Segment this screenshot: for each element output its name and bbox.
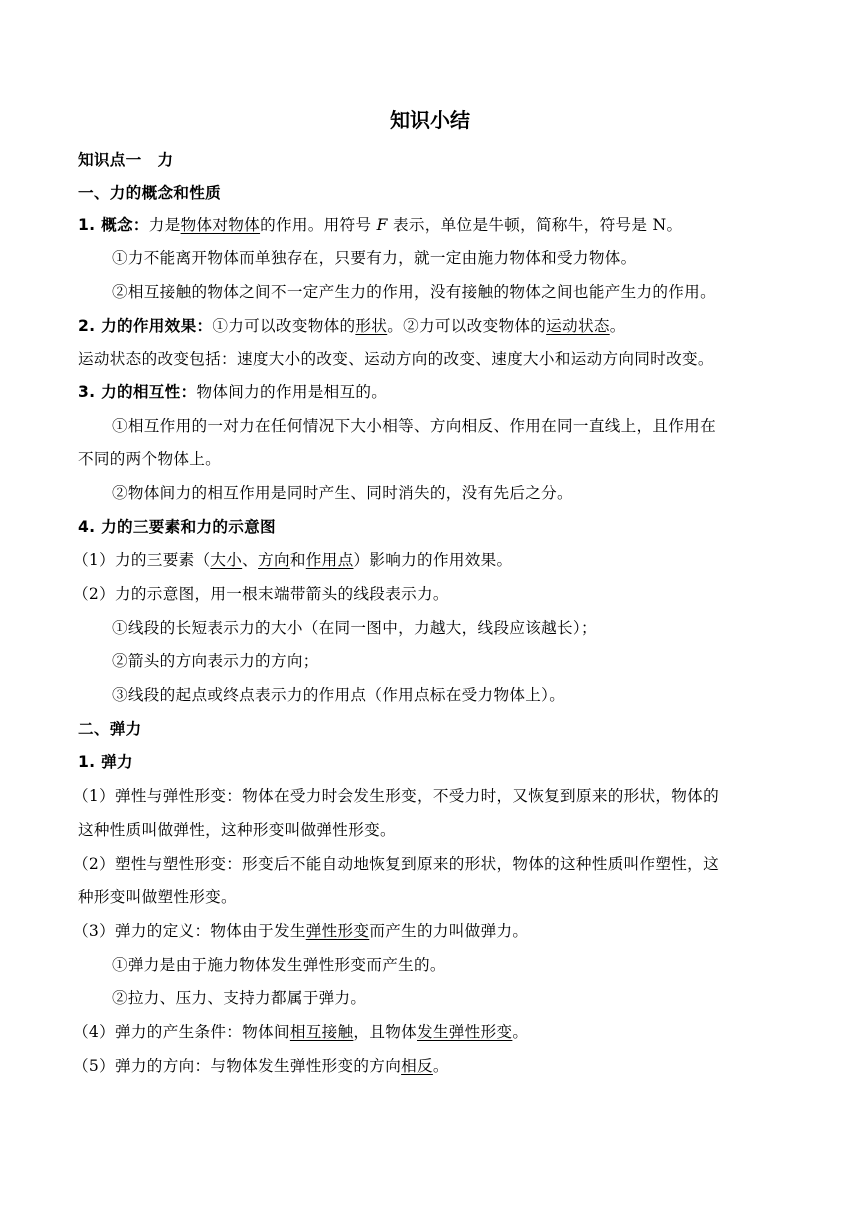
text: ①力可以改变物体的	[212, 317, 356, 335]
section-heading: 知识点一 力	[78, 151, 174, 169]
symbol: F	[376, 216, 388, 234]
text: 。	[609, 317, 626, 335]
item-label: 3. 力的相互性：	[78, 383, 197, 401]
text: 表示，单位是牛顿，简称牛，符号是 N。	[387, 216, 683, 234]
text: 、	[242, 551, 259, 569]
underlined-term: 发生弹性形变	[417, 1023, 513, 1041]
underlined-term: 方向	[258, 551, 290, 569]
underlined-term: 相反	[401, 1057, 433, 1075]
underlined-term: 物体对物体	[180, 216, 261, 234]
paragraph: ②拉力、压力、支持力都属于弹力。	[112, 989, 367, 1007]
text: ）影响力的作用效果。	[353, 551, 513, 569]
paragraph: （2）塑性与塑性形变：形变后不能自动地恢复到原来的形状，物体的这种性质叫作塑性，这	[73, 855, 719, 873]
paragraph	[73, 920, 800, 942]
paragraph	[73, 549, 800, 571]
underlined-term: 大小	[210, 551, 243, 569]
underlined-term: 作用点	[305, 551, 354, 569]
paragraph: 运动状态的改变包括：速度大小的改变、运动方向的改变、速度大小和运动方向同时改变。	[78, 350, 714, 368]
underlined-term: 形状	[355, 317, 388, 335]
text: 的作用。用符号	[260, 216, 377, 234]
section-heading: 4. 力的三要素和力的示意图	[78, 518, 276, 536]
text: （5）弹力的方向：与物体发生弹性形变的方向	[73, 1057, 402, 1075]
section-heading: 二、弹力	[78, 720, 142, 738]
text: 和	[289, 551, 306, 569]
text: 物体间力的作用是相互的。	[196, 383, 388, 401]
text: （4）弹力的产生条件：物体间	[73, 1023, 290, 1041]
paragraph: ①线段的长短表示力的大小（在同一图中，力越大，线段应该越长）；	[112, 619, 597, 637]
paragraph: （2）力的示意图，用一根末端带箭头的线段表示力。	[73, 585, 449, 603]
paragraph	[73, 1055, 800, 1077]
underlined-term: 弹性形变	[305, 922, 370, 940]
text: 而产生的力叫做弹力。	[369, 922, 529, 940]
section-heading: 1. 弹力	[78, 753, 133, 771]
text: ，且物体	[353, 1023, 417, 1041]
paragraph: ②物体间力的相互作用是同时产生、同时消失的，没有先后之分。	[112, 484, 573, 502]
underlined-term: 运动状态	[546, 317, 610, 335]
paragraph: （1）弹性与弹性形变：物体在受力时会发生形变，不受力时，又恢复到原来的形状，物体的	[73, 787, 719, 805]
section-heading: 一、力的概念和性质	[78, 184, 222, 202]
underlined-term: 相互接触	[289, 1023, 354, 1041]
item-label: 1. 概念：	[78, 216, 149, 234]
paragraph: ①弹力是由于施力物体发生弹性形变而产生的。	[112, 956, 446, 974]
paragraph: ①力不能离开物体而单独存在，只要有力，就一定由施力物体和受力物体。	[112, 249, 637, 267]
paragraph: ③线段的起点或终点表示力的作用点（作用点标在受力物体上）。	[112, 686, 566, 704]
paragraph	[78, 315, 800, 337]
paragraph: 这种性质叫做弹性，这种形变叫做弹性形变。	[78, 821, 396, 839]
paragraph: ①相互作用的一对力在任何情况下大小相等、方向相反、作用在同一直线上，且作用在	[112, 417, 716, 435]
text: 。	[432, 1057, 449, 1075]
paragraph: ②相互接触的物体之间不一定产生力的作用，没有接触的物体之间也能产生力的作用。	[112, 283, 716, 301]
paragraph: ②箭头的方向表示力的方向；	[112, 652, 319, 670]
page-title: 知识小结	[390, 108, 470, 132]
text: （1）力的三要素（	[73, 551, 211, 569]
item-label: 2. 力的作用效果：	[78, 317, 213, 335]
paragraph	[78, 214, 800, 236]
text: 。	[512, 1023, 529, 1041]
text: 。②力可以改变物体的	[387, 317, 547, 335]
text: （3）弹力的定义：物体由于发生	[73, 922, 306, 940]
paragraph: 种形变叫做塑性形变。	[78, 888, 237, 906]
paragraph: 不同的两个物体上。	[78, 450, 222, 468]
paragraph	[78, 381, 800, 403]
text: 力是	[148, 216, 181, 234]
paragraph	[73, 1021, 800, 1043]
